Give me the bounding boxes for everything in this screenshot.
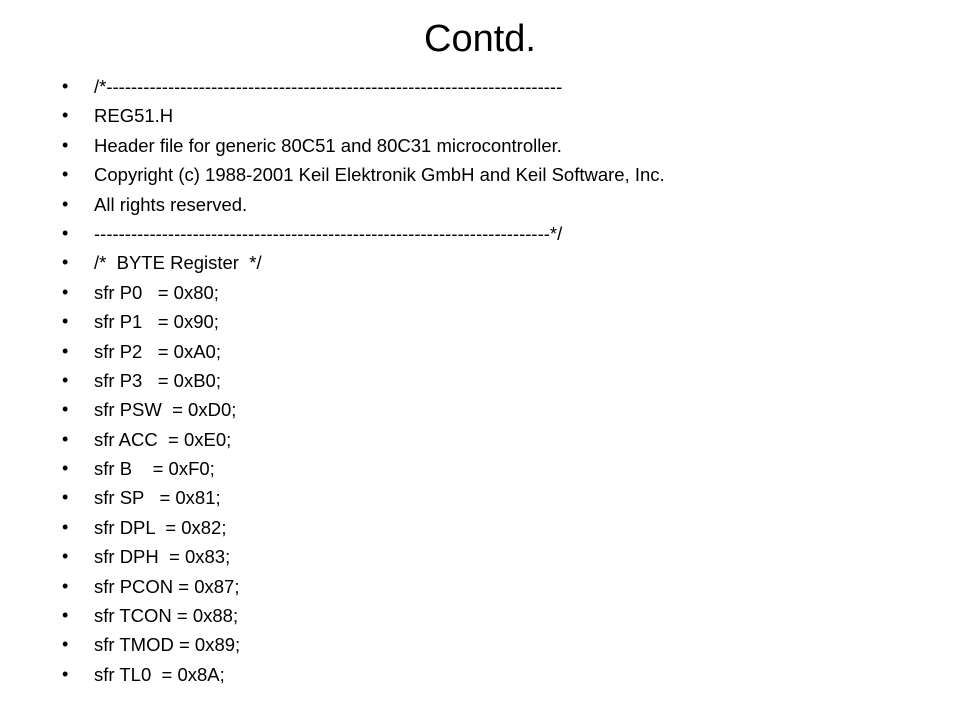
bullet-icon: • [62, 281, 69, 302]
list-item-text: sfr TCON = 0x88; [94, 605, 239, 627]
list-item-text: --------------------------------------------------------------------------*/ [94, 222, 563, 244]
list-item [62, 425, 942, 454]
list-item-text: Header file for generic 80C51 and 80C31 microcontroller. [94, 134, 562, 156]
bullet-icon: • [62, 575, 69, 596]
list-item [62, 483, 942, 512]
list-item [62, 513, 942, 542]
list-item [62, 190, 942, 219]
list-item [62, 101, 942, 130]
list-item-text: sfr DPL = 0x82; [94, 516, 227, 538]
bullet-icon: • [62, 76, 69, 96]
list-item [62, 630, 942, 659]
bullet-icon: • [62, 399, 69, 420]
bullet-icon: • [62, 369, 69, 390]
bullet-icon: • [62, 105, 69, 126]
slide-title: Contd. [424, 18, 536, 60]
bullet-icon: • [62, 516, 69, 537]
list-item-text: sfr P3 = 0xB0; [94, 369, 221, 391]
list-item-text: Copyright (c) 1988-2001 Keil Elektronik GmbH and Keil Software, Inc. [94, 164, 665, 186]
list-item [62, 366, 942, 395]
bullet-icon: • [62, 428, 69, 449]
list-item-text: /* BYTE Register */ [94, 252, 262, 274]
list-item-text: sfr TMOD = 0x89; [94, 634, 241, 656]
list-item-text: All rights reserved. [94, 193, 248, 215]
bullet-icon: • [62, 222, 69, 243]
list-item-text: sfr ACC = 0xE0; [94, 428, 232, 450]
list-item [62, 542, 942, 571]
list-item-text: REG51.H [94, 105, 174, 127]
list-item-text: sfr DPH = 0x83; [94, 546, 231, 568]
bullet-icon: • [62, 487, 69, 508]
list-item [62, 131, 942, 160]
bullet-icon: • [62, 663, 69, 684]
list-item [62, 72, 942, 101]
list-item [62, 572, 942, 601]
bullet-icon: • [62, 605, 69, 626]
list-item [62, 337, 942, 366]
bullet-icon: • [62, 458, 69, 479]
bullet-icon: • [62, 311, 69, 332]
list-item [62, 219, 942, 248]
list-item-text: /*-------------------------------------------------------------------------- [94, 76, 563, 97]
list-item [62, 660, 942, 689]
list-item [62, 454, 942, 483]
bullet-icon: • [62, 340, 69, 361]
list-item-text: sfr SP = 0x81; [94, 487, 221, 509]
list-item-text: sfr PSW = 0xD0; [94, 399, 237, 421]
list-item [62, 160, 942, 189]
bullet-list [62, 72, 942, 689]
bullet-icon: • [62, 193, 69, 214]
bullet-icon: • [62, 164, 69, 185]
list-item-text: sfr P1 = 0x90; [94, 311, 219, 333]
list-item [62, 307, 942, 336]
bullet-icon: • [62, 252, 69, 273]
list-item [62, 278, 942, 307]
list-item-text: sfr PCON = 0x87; [94, 575, 240, 597]
bullet-icon: • [62, 634, 69, 655]
list-item-text: sfr P2 = 0xA0; [94, 340, 221, 362]
list-item-text: sfr B = 0xF0; [94, 458, 215, 480]
bullet-icon: • [62, 134, 69, 155]
list-item [62, 248, 942, 277]
list-item [62, 601, 942, 630]
list-item-text: sfr P0 = 0x80; [94, 281, 219, 303]
bullet-icon: • [62, 546, 69, 567]
list-item [62, 395, 942, 424]
list-item-text: sfr TL0 = 0x8A; [94, 663, 225, 685]
